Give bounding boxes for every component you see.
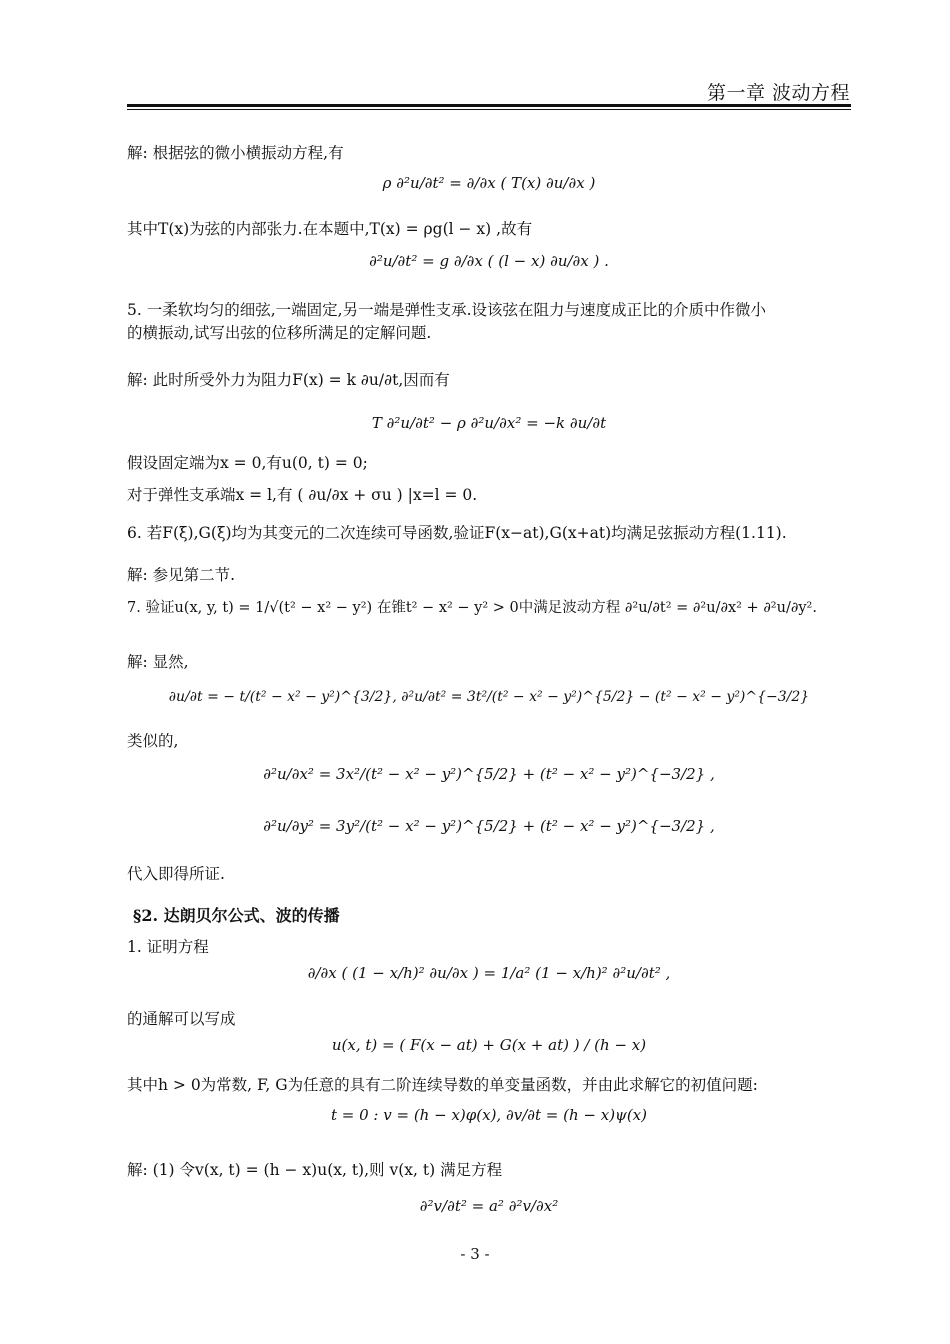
page-number: - 3 - — [460, 1245, 490, 1263]
equation: ∂²u/∂y² = 3y²/(t² − x² − y²)^{5/2} + (t² − x² − y²)^{−3/2} , — [263, 817, 715, 835]
text-line: 代入即得所证. — [127, 865, 225, 883]
text-line: 解: 参见第二节. — [127, 566, 236, 584]
text-line: 解: 根据弦的微小横振动方程,有 — [127, 144, 344, 162]
section-heading: §2. 达朗贝尔公式、波的传播 — [133, 906, 340, 925]
text-line: 的横振动,试写出弦的位移所满足的定解问题. — [127, 324, 432, 342]
equation: ∂²v/∂t² = a² ∂²v/∂x² — [419, 1197, 559, 1215]
text-line: 5. 一柔软均匀的细弦,一端固定,另一端是弹性支承.设该弦在阻力与速度成正比的介质中作微小 — [127, 301, 766, 319]
equation: ∂u/∂t = − t/(t² − x² − y²)^{3/2}, ∂²u/∂t² = 3t²/(t² − x² − y²)^{5/2} − (t² − x² − y²)^{−3/2} — [168, 689, 810, 705]
equation: T ∂²u/∂t² − ρ ∂²u/∂x² = −k ∂u/∂t — [371, 414, 607, 432]
equation: u(x, t) = ( F(x − at) + G(x + at) ) / (h − x) — [331, 1036, 647, 1054]
header-rule-thin — [127, 109, 851, 110]
text-line: 的通解可以写成 — [127, 1010, 236, 1028]
equation: ∂/∂x ( (1 − x/h)² ∂u/∂x ) = 1/a² (1 − x/h)² ∂²u/∂t² , — [307, 964, 671, 982]
equation: ∂²u/∂x² = 3x²/(t² − x² − y²)^{5/2} + (t² − x² − y²)^{−3/2} , — [263, 765, 715, 783]
equation: ρ ∂²u/∂t² = ∂/∂x ( T(x) ∂u/∂x ) — [382, 174, 596, 192]
text-line: 解: 显然, — [127, 653, 189, 671]
text-line: 解: 此时所受外力为阻力F(x) = k ∂u/∂t,因而有 — [127, 371, 450, 389]
text-line: 解: (1) 令v(x, t) = (h − x)u(x, t),则 v(x, t) 满足方程 — [127, 1161, 503, 1179]
text-line: 其中T(x)为弦的内部张力.在本题中,T(x) = ρg(l − x) ,故有 — [127, 220, 533, 238]
text-line: 对于弹性支承端x = l,有 ( ∂u/∂x + σu ) |x=l = 0. — [127, 486, 478, 504]
text-line: 类似的, — [127, 732, 179, 750]
header-rule-thick — [127, 104, 851, 107]
running-header: 第一章 波动方程 — [706, 82, 850, 104]
equation: ∂²u/∂t² = g ∂/∂x ( (l − x) ∂u/∂x ) . — [369, 252, 609, 270]
equation: t = 0 : v = (h − x)φ(x), ∂v/∂t = (h − x)ψ(x) — [330, 1106, 647, 1124]
text-line: 6. 若F(ξ),G(ξ)均为其变元的二次连续可导函数,验证F(x−at),G(x+at)均满足弦振动方程(1.11). — [127, 524, 787, 542]
text-line: 1. 证明方程 — [127, 938, 209, 956]
text-line: 假设固定端为x = 0,有u(0, t) = 0; — [127, 454, 368, 472]
text-line: 7. 验证u(x, y, t) = 1/√(t² − x² − y²) 在锥t² − x² − y² > 0中满足波动方程 ∂²u/∂t² = ∂²u/∂x² + ∂²u/∂y². — [127, 600, 817, 616]
text-line: 其中h > 0为常数, F, G为任意的具有二阶连续导数的单变量函数，并由此求解它的初值问题: — [127, 1076, 758, 1094]
